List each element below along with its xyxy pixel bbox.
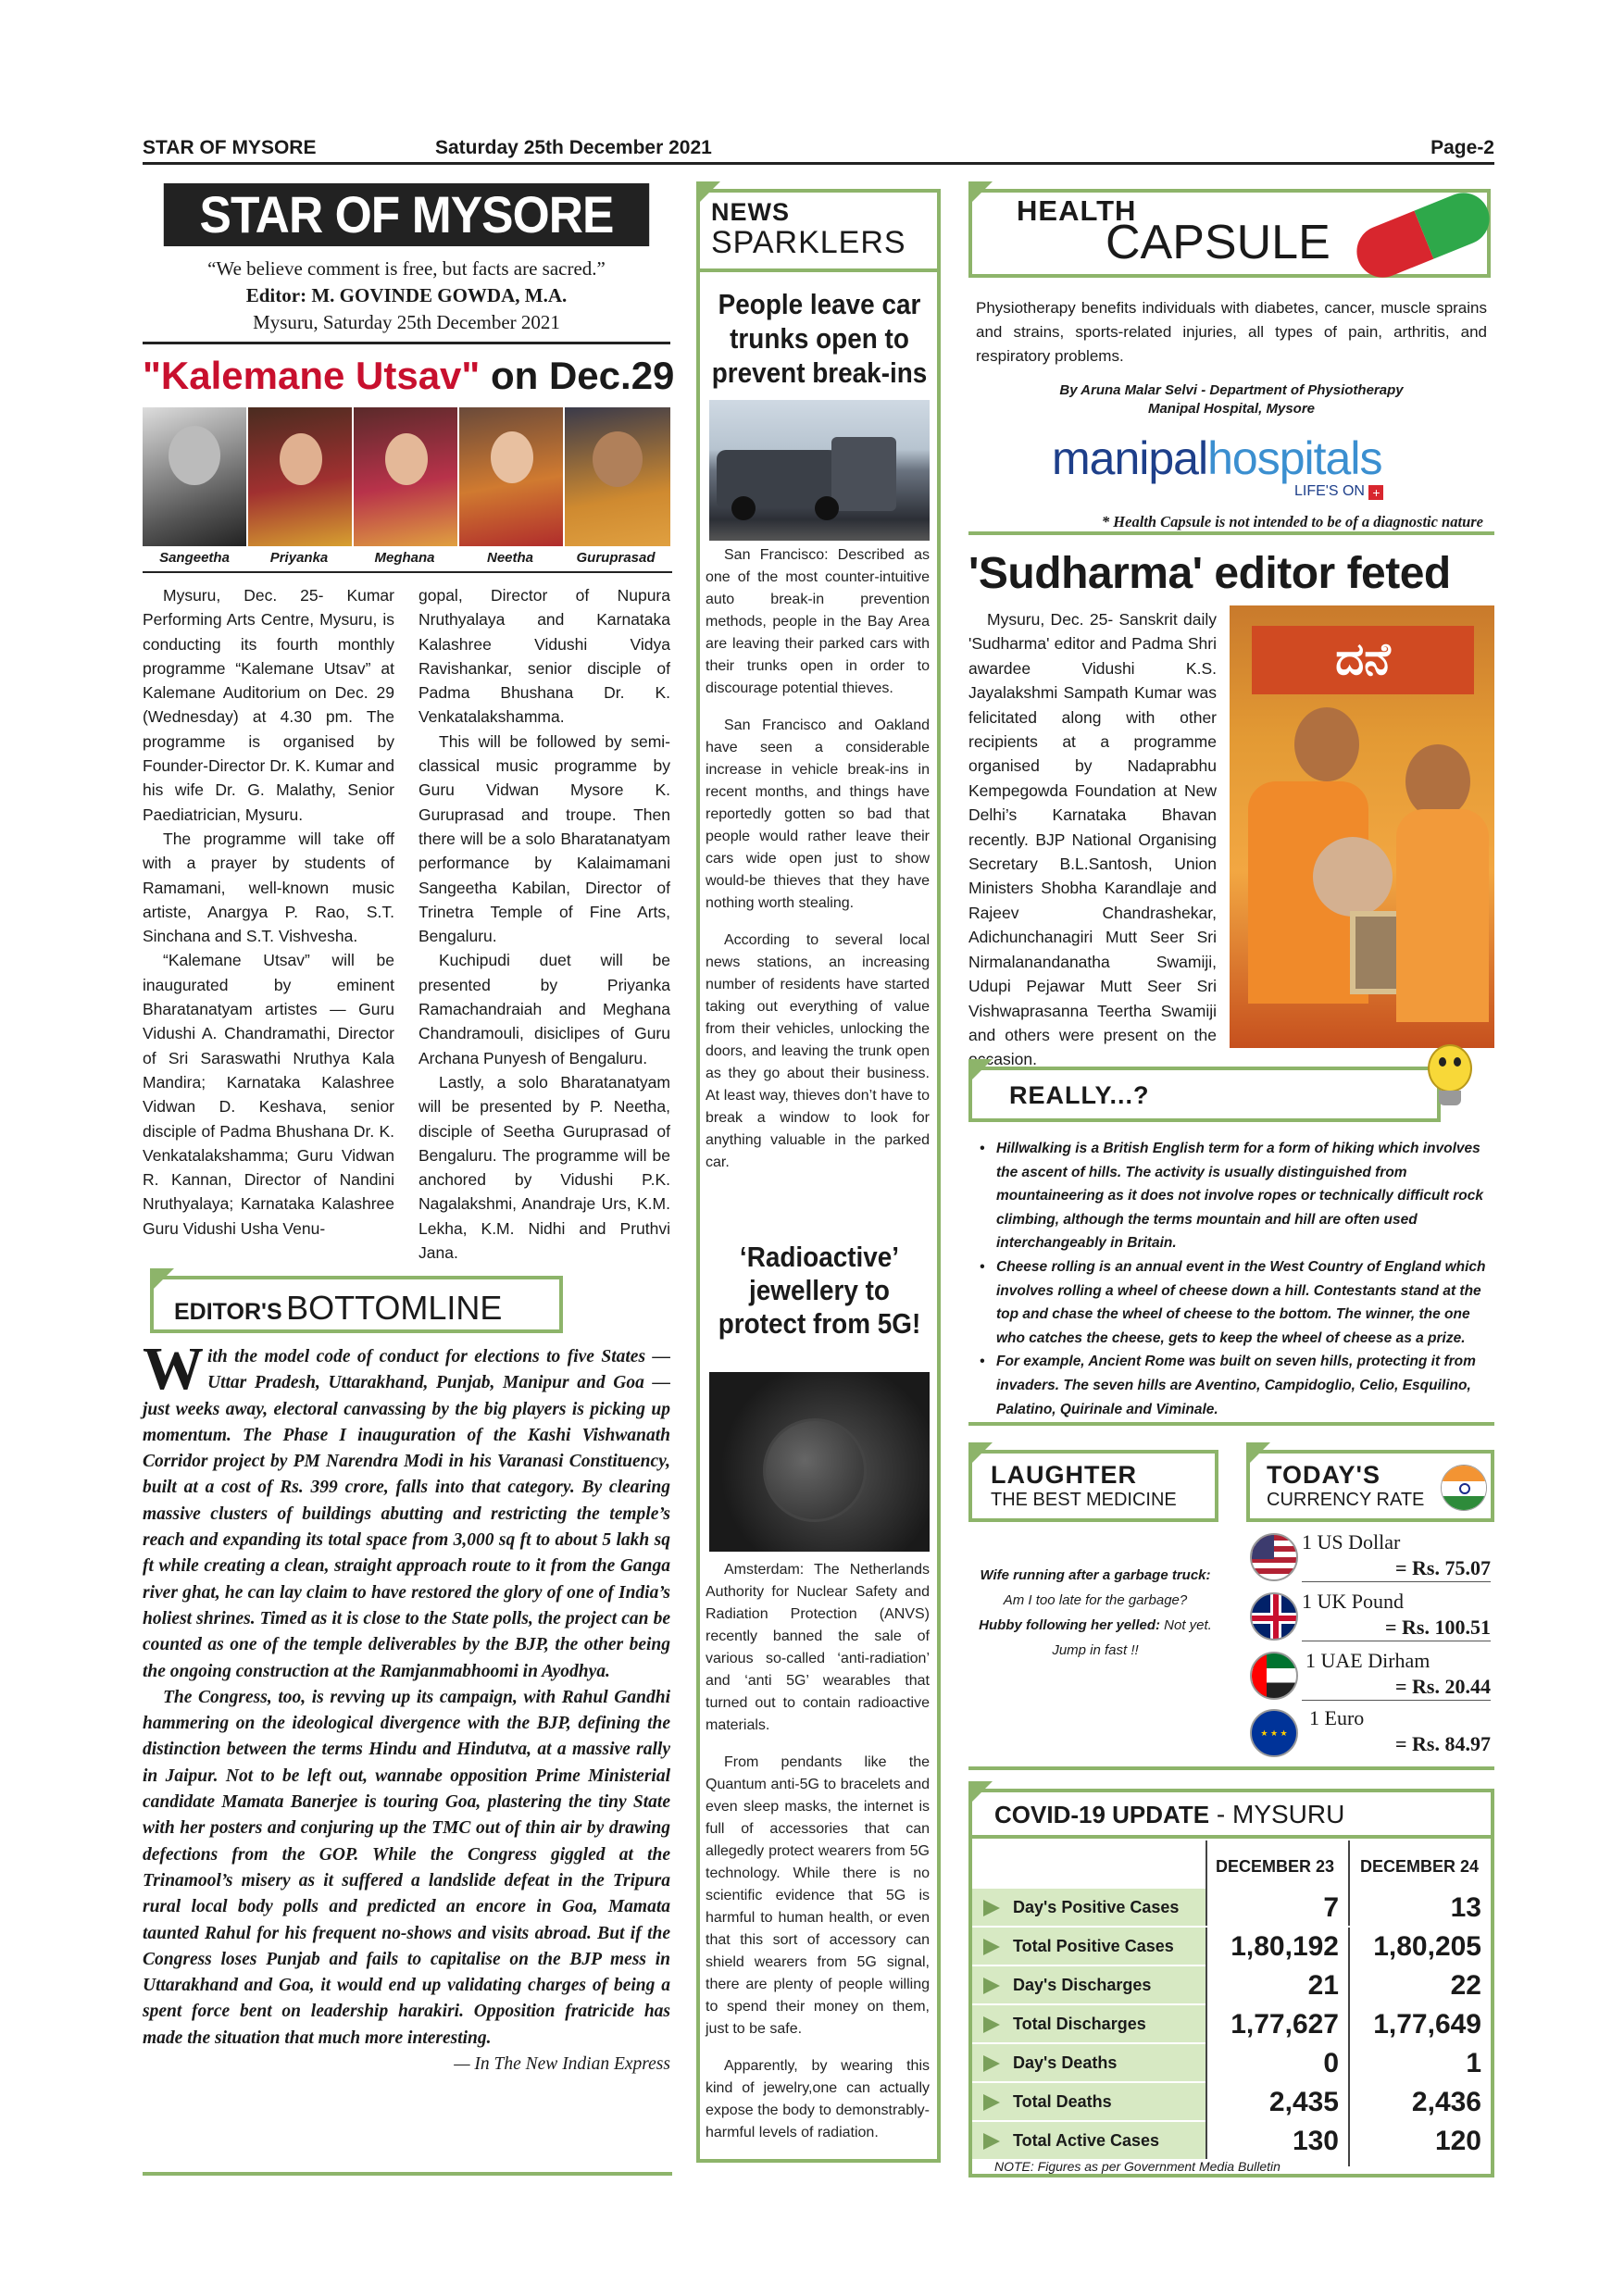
page-header (143, 137, 1494, 165)
play-icon (983, 1900, 1000, 1916)
covid-label (994, 1800, 1344, 1829)
currency-rates (1302, 1529, 1491, 1761)
paragraph: gopal, Director of Nupura Nruthyalaya and Karnataka Kalashree Vidushi Vidya Ravishankar, senior disciple of Padma Bhushana Dr. K. Venkatalakshamma. (418, 586, 670, 727)
lightbulb-icon (1420, 1044, 1480, 1118)
corner-tab (968, 181, 993, 206)
currency-row (1302, 1529, 1491, 1589)
currency-row (1302, 1648, 1491, 1705)
masthead-dateline: Mysuru, Saturday 25th December 2021 (253, 311, 560, 333)
table-row (972, 2083, 1491, 2122)
paragraph: Lastly, a solo Bharatanatyam will be presented by P. Neetha, disciple of Seetha Guruprasad of Bengaluru. The programme will be anchored by Vidushi P.K. Nagalakshmi, Anandraje Urs, K.M. Lekha, K.M. Nidhi and Pruthvi Jana. (418, 1072, 670, 1263)
list-item: • For example, Ancient Rome was built on seven hills, protecting it from invaders. The seven hills are Aventino, Campidoglio, Celio, Esquilino, Palatino, Quirinale and Viminale. (980, 1354, 1476, 1417)
source-credit: — In The New Indian Express (454, 2054, 670, 2075)
row-value-dec23: 21 (1307, 1970, 1339, 2001)
kalemane-headline (143, 354, 674, 398)
row-value-dec24: 1,77,649 (1373, 2009, 1481, 2040)
play-icon (983, 2094, 1000, 2111)
logo-part-b: hospitals (1207, 432, 1382, 484)
paragraph: This will be followed by semi-classical music programme by Guru Vidwan Mysore K. Guruprasad and troupe. Then there will be a solo Bharatanatyam performance by Kalaimamani Sangeetha Kabilan, Director of Trinetra Temple of Fine Arts, Bengaluru. (418, 731, 670, 946)
header-paper-name: STAR OF MYSORE (143, 137, 317, 158)
covid-col-header-1: DECEMBER 23 (1215, 1857, 1335, 1876)
health-byline (976, 381, 1487, 418)
currency-name: 1 UK Pound (1302, 1590, 1405, 1613)
masthead-motto: “We believe comment is free, but facts are sacred.” (207, 257, 606, 280)
laughter-label-a: LAUGHTER (991, 1461, 1137, 1489)
play-icon (983, 1978, 1000, 1994)
currency-row (1302, 1705, 1491, 1761)
paragraph: Apparently, by wearing this kind of jewelry,one can actually expose the body to demonstrably-harmful levels of radiation. (706, 2058, 930, 2140)
row-label: Day's Discharges (1013, 1976, 1152, 1994)
kalemane-col-1 (143, 583, 394, 1241)
masthead (143, 183, 670, 344)
plus-icon: + (1368, 485, 1383, 500)
currency-name: 1 Euro (1309, 1706, 1365, 1729)
header-page-number: Page-2 (1430, 137, 1494, 158)
row-value-dec23: 0 (1323, 2048, 1339, 2078)
list-item: • Hillwalking is a British English term for a form of hiking which involves the ascent of hills. The activity is usually distinguished from mountaineering as it does not involve ropes or technically difficult rock climbing, although the terms mountain and hill are often used interchangeably in Britain. (980, 1141, 1483, 1252)
laughter-label (991, 1461, 1177, 1511)
paragraph: San Francisco and Oakland have seen a considerable increase in vehicle break-ins in recent months, and things have reportedly gotten so bad that people would rather leave their cars wide open just to show would-be thieves that they have nothing worth stealing. (706, 718, 930, 911)
table-row (972, 2122, 1491, 2161)
paragraph: The programme will take off with a prayer by students of Ramamani, well-known music artiste, Anargya P. Rao, S.T. Sinchana and S.T. Vishvesha. (143, 829, 394, 946)
covid-table (972, 1889, 1491, 2161)
byline-line-2: Manipal Hospital, Mysore (1147, 401, 1316, 417)
joke-speaker: Hubby following her yelled: (979, 1617, 1160, 1633)
paragraph: Amsterdam: The Netherlands Authority for Nuclear Safety and Radiation Protection (ANVS) recently banned the sale of various so-called ‘anti-radiation’ and ‘anti 5G’ wearables that turned out to contain radioactive materials. (706, 1562, 930, 1733)
usa-flag-icon (1250, 1533, 1298, 1581)
corner-tab (968, 1059, 993, 1083)
corner-tab (968, 1442, 993, 1466)
divider (968, 1766, 1494, 1770)
caption: Meghana (374, 550, 435, 566)
photo-guruprasad (565, 407, 670, 546)
joke-text: Not yet. Jump in fast !! (1052, 1617, 1212, 1658)
header-date: Saturday 25th December 2021 (435, 137, 712, 158)
column-border (937, 268, 941, 2163)
row-value-dec24: 1 (1466, 2048, 1481, 2078)
paragraph: “Kalemane Utsav” will be inaugurated by eminent Bharatanatyam artistes — Guru Vidushi A. Chandramathi, Director of Sri Saraswathi Nruthya Kala Mandira; Karnataka Kalashree Vidwan D. Keshava, senior disciple of Padma Bhushana Dr. K. Venkatalakshamma; Guru Vidwan R. Kannan, Director of Nandini Nruthyalaya; Karnataka Kalashree Guru Vidushi Usha Venu- (143, 951, 394, 1238)
photo-sudharma: ದನೆ (1230, 605, 1494, 1048)
table-row (972, 2005, 1491, 2044)
logo-part-a: manipal (1052, 432, 1208, 484)
manipal-logo (1052, 431, 1381, 485)
row-value-dec23: 1,80,192 (1230, 1931, 1339, 1962)
caption: Guruprasad (576, 550, 656, 566)
kalemane-title-quoted: "Kalemane Utsav" (143, 354, 481, 397)
paragraph: San Francisco: Described as one of the most counter-intuitive auto break-in prevention methods, people in the Bay Area are leaving their parked cars with their trunks open in order to discourage potential thieves. (706, 547, 930, 696)
paragraph (143, 1335, 670, 1685)
paragraph: Kuchipudi duet will be presented by Priyanka Ramachandraiah and Meghana Chandramouli, disiclipes of Guru Archana Punyesh of Bengaluru. (418, 951, 670, 1067)
column-border (696, 268, 700, 2163)
row-label: Day's Positive Cases (1013, 1898, 1180, 1916)
paragraph-text: ith the model code of conduct for elections to five States — Uttar Pradesh, Uttarakhand, Punjab, Manipur and Goa — just weeks away, electoral canvassing by the big players is picking up momentum. The Phase I inauguration of the Kashi Vishwanath Corridor project by PM Narendra Modi in his Varanasi Constituency, built at a cost of Rs. 399 crore, falls into that category. By clearing massive clusters of buildings abutting and restricting the temple’s reach and expanding its total space from 3,000 sq ft to about 5 lakh sq ft while creating a clean, straight approach route to it from the Ganga river ghat, he can lay claim to have restored the glory of one of India’s holiest shrines. Timed as it is close to the State polls, the project can be counted as one of the temple deliverables by the BJP, the other being the ongoing construction at the Ramjanmabhoomi in Ayodhya. (143, 1347, 670, 1681)
list-item-text: For example, Ancient Rome was built on seven hills, protecting it from invaders. The seven hills are Aventino, Campidoglio, Celio, Esquilino, Palatino, Quirinale and Viminale. (996, 1354, 1476, 1417)
paragraph: According to several local news stations, an increasing number of residents have started taking out everything of value from their vehicles, unlocking the doors, and leaving the trunk open as they go about their business. At least way, thieves don’t have to break a window to look for anything valuable in the parked car. (706, 932, 930, 1170)
table-row (972, 1966, 1491, 2005)
health-note: * Health Capsule is not intended to be of a diagnostic nature (1101, 513, 1483, 530)
joke-text: Am I too late for the garbage? (1003, 1592, 1188, 1608)
currency-name: 1 US Dollar (1302, 1530, 1401, 1554)
list-item-text: Hillwalking is a British English term for a form of hiking which involves the ascent of hills. The activity is usually distinguished from mountaineering as it does not involve ropes or technically difficult rock climbing, although the terms mountain and hill are often used interchangeably in Britain. (996, 1141, 1483, 1252)
news-headline-1: People leave car trunks open to prevent break-ins (711, 288, 928, 389)
photo-neetha (459, 407, 563, 546)
byline-line-1: By Aruna Malar Selvi - Department of Physiotherapy (1059, 382, 1404, 398)
currency-label (1267, 1461, 1424, 1511)
currency-label-a: TODAY'S (1267, 1461, 1380, 1489)
eu-flag-icon: ★ ★ ★ (1250, 1709, 1298, 1757)
news-headline-2: ‘Radioactive’ jewellery to protect from 5G! (718, 1241, 921, 1340)
photo-meghana (354, 407, 457, 546)
news-story-2 (706, 1559, 930, 2159)
paragraph: The Congress, too, is revving up its campaign, with Rahul Gandhi hammering on the ideological divergence with the BJP, defining the distinction between the terms Hindu and Hindutva, at a massive rally in Jaipur. Not to be left out, wannabe opposition Prime Ministerial candidate Mamata Banerjee is touring Goa, plastering the tiny State with her posters and conjuring up the TMC out of thin air by drawing defections from the GOP. While the Congress giggled at the Trinamool’s misery as it suffered a landslide defeat in the Tripura rural local body polls and predicted an encore in Goa, Mamata taunted Rahul for his frequent no-shows and visits abroad. But if the Congress loses Punjab and fails to capitalise on the BJP mess in Uttarakhand and Goa, it would end up validating charges of being a spent force bent on leadership harakiri. Opposition fratricide has made the situation that much more interesting. (143, 1687, 670, 2048)
india-flag-icon (1441, 1465, 1487, 1511)
list-item-text: Cheese rolling is an annual event in the West Country of England which involves rolling a wheel of cheese down a hill. Contestants stand at the top and chase the wheel of cheese to the bottom. The winner, the one who catches the cheese, gets to keep the wheel of cheese as a prize. (996, 1258, 1486, 1346)
kalemane-col-2 (418, 583, 670, 1265)
health-label-a: HEALTH (1017, 194, 1137, 227)
table-row (972, 1928, 1491, 1966)
manipal-tagline (1294, 483, 1383, 500)
play-icon (983, 2133, 1000, 2150)
paragraph: From pendants like the Quantum anti-5G to bracelets and even sleep masks, the internet is full of accessories that can allegedly protect wearers from 5G technology. While there is no scientific evidence that 5G is harmful to human health, or even that this sort of accessory can shield wearers from 5G signal, there are plenty of people willing to spend their money on them, just to be safe. (706, 1754, 930, 2037)
sudharma-body: Mysuru, Dec. 25- Sanskrit daily 'Sudharma' editor and Padma Shri awardee Vidushi K.S. Jayalakshmi Sampath Kumar was felicitated along with other recipients at a programme organised by Nadaprabhu Kempegowda Foundation at New Delhi’s Karnataka Bhavan recently. BJP National Organising Secretary B.L.Santosh, Union Ministers Shobha Karandlaje and Rajeev Chandrashekar, Adichunchanagiri Mutt Seer Sri Nirmalanandanatha Swamiji, Udupi Pejawar Mutt Seer Sri Vishwaprasanna Teertha Swamiji and others were present on the occasion. (968, 610, 1217, 1069)
caption: Sangeetha (159, 550, 230, 566)
tagline-text: LIFE'S ON (1294, 483, 1365, 499)
table-row (972, 1889, 1491, 1928)
bottomline-label-b: BOTTOMLINE (286, 1289, 503, 1327)
row-value-dec24: 1,80,205 (1373, 1931, 1481, 1962)
row-label: Total Discharges (1013, 2015, 1146, 2033)
really-label: REALLY...? (1009, 1081, 1150, 1109)
row-value-dec23: 7 (1323, 1892, 1339, 1923)
joke-line-1 (978, 1563, 1213, 1613)
covid-note: NOTE: Figures as per Government Media Bulletin (994, 2159, 1280, 2174)
joke-speaker: Wife running after a garbage truck: (980, 1567, 1211, 1583)
divider (968, 531, 1494, 535)
photo-sangeetha (143, 407, 246, 546)
news-story-1 (706, 544, 930, 1189)
masthead-rule (143, 342, 670, 344)
play-icon (983, 2055, 1000, 2072)
drop-cap: W (143, 1335, 204, 1403)
caption: Priyanka (269, 550, 329, 566)
news-label-a: NEWS (711, 198, 790, 226)
health-label-b: CAPSULE (1106, 216, 1330, 269)
sudharma-headline: 'Sudharma' editor feted (968, 549, 1451, 598)
joke-line-2 (978, 1613, 1213, 1663)
covid-col-header-2: DECEMBER 24 (1359, 1857, 1480, 1876)
bottomline-label (174, 1289, 502, 1328)
masthead-title: STAR OF MYSORE (199, 185, 614, 243)
play-icon (983, 1939, 1000, 1955)
photo-car-trunk (709, 400, 930, 541)
currency-rate: = Rs. 20.44 (1302, 1674, 1491, 1701)
covid-label-a: COVID-19 UPDATE (994, 1801, 1210, 1828)
corner-tab (150, 1268, 174, 1292)
play-icon (983, 2016, 1000, 2033)
joke (978, 1563, 1213, 1663)
currency-name: 1 UAE Dirham (1305, 1649, 1430, 1672)
photo-captions (143, 550, 672, 566)
masthead-editor: Editor: M. GOVINDE GOWDA, M.A. (245, 284, 568, 306)
currency-label-b: CURRENCY RATE (1267, 1490, 1425, 1510)
news-label (711, 198, 906, 261)
photo-pendant (709, 1372, 930, 1552)
news-label-b: SPARKLERS (711, 225, 906, 260)
caption: Neetha (486, 550, 534, 566)
divider (143, 2172, 672, 2176)
row-label: Total Active Cases (1013, 2131, 1160, 2150)
health-label (1017, 194, 1330, 270)
row-value-dec24: 2,436 (1411, 2087, 1481, 2117)
column-border (696, 2159, 941, 2163)
row-value-dec24: 120 (1434, 2126, 1481, 2156)
covid-title-rule (972, 1835, 1491, 1839)
photo-priyanka (248, 407, 352, 546)
row-label: Day's Deaths (1013, 2053, 1118, 2072)
masthead-banner (164, 183, 649, 246)
divider (143, 571, 672, 573)
covid-label-b: - MYSURU (1209, 1800, 1345, 1828)
currency-rate: = Rs. 84.97 (1395, 1732, 1491, 1755)
currency-rate: = Rs. 75.07 (1302, 1555, 1491, 1582)
health-text: Physiotherapy benefits individuals with diabetes, cancer, muscle sprains and strains, sports-related injuries, all types of pain, arthritis, and respiratory problems. (976, 299, 1487, 365)
bottomline-label-a: EDITOR'S (174, 1299, 282, 1325)
row-value-dec23: 1,77,627 (1230, 2009, 1339, 2040)
row-value-dec24: 22 (1450, 1970, 1481, 2001)
corner-tab (968, 1781, 993, 1805)
bottomline-body (143, 1335, 670, 2078)
uk-flag-icon (1250, 1592, 1298, 1641)
uae-flag-icon (1250, 1652, 1298, 1700)
laughter-label-b: THE BEST MEDICINE (991, 1490, 1177, 1510)
currency-row (1302, 1589, 1491, 1648)
row-value-dec24: 13 (1450, 1892, 1481, 1923)
currency-rate: = Rs. 100.51 (1302, 1615, 1491, 1641)
row-value-dec23: 2,435 (1268, 2087, 1339, 2117)
paragraph: Mysuru, Dec. 25- Kumar Performing Arts Centre, Mysuru, is conducting its fourth monthly programme “Kalemane Utsav” at Kalemane Auditorium on Dec. 29 (Wednesday) at 4.30 pm. The programme is organised by Founder-Director Dr. K. Kumar and his wife Dr. G. Malathy, Senior Paediatrician, Mysuru. (143, 586, 394, 824)
kalemane-title-rest: on Dec.29 (480, 354, 675, 397)
list-item: • Cheese rolling is an annual event in the West Country of England which involves rolling a wheel of cheese down a hill. Contestants stand at the top and chase the wheel of cheese to the bottom. The winner, the one who catches the cheese, gets to keep the wheel of cheese as a prize. (980, 1258, 1486, 1346)
row-label: Total Positive Cases (1013, 1937, 1174, 1955)
row-value-dec23: 130 (1292, 2126, 1339, 2156)
divider (968, 1422, 1494, 1426)
table-row (972, 2044, 1491, 2083)
really-list (976, 1137, 1489, 1421)
row-label: Total Deaths (1013, 2092, 1112, 2111)
